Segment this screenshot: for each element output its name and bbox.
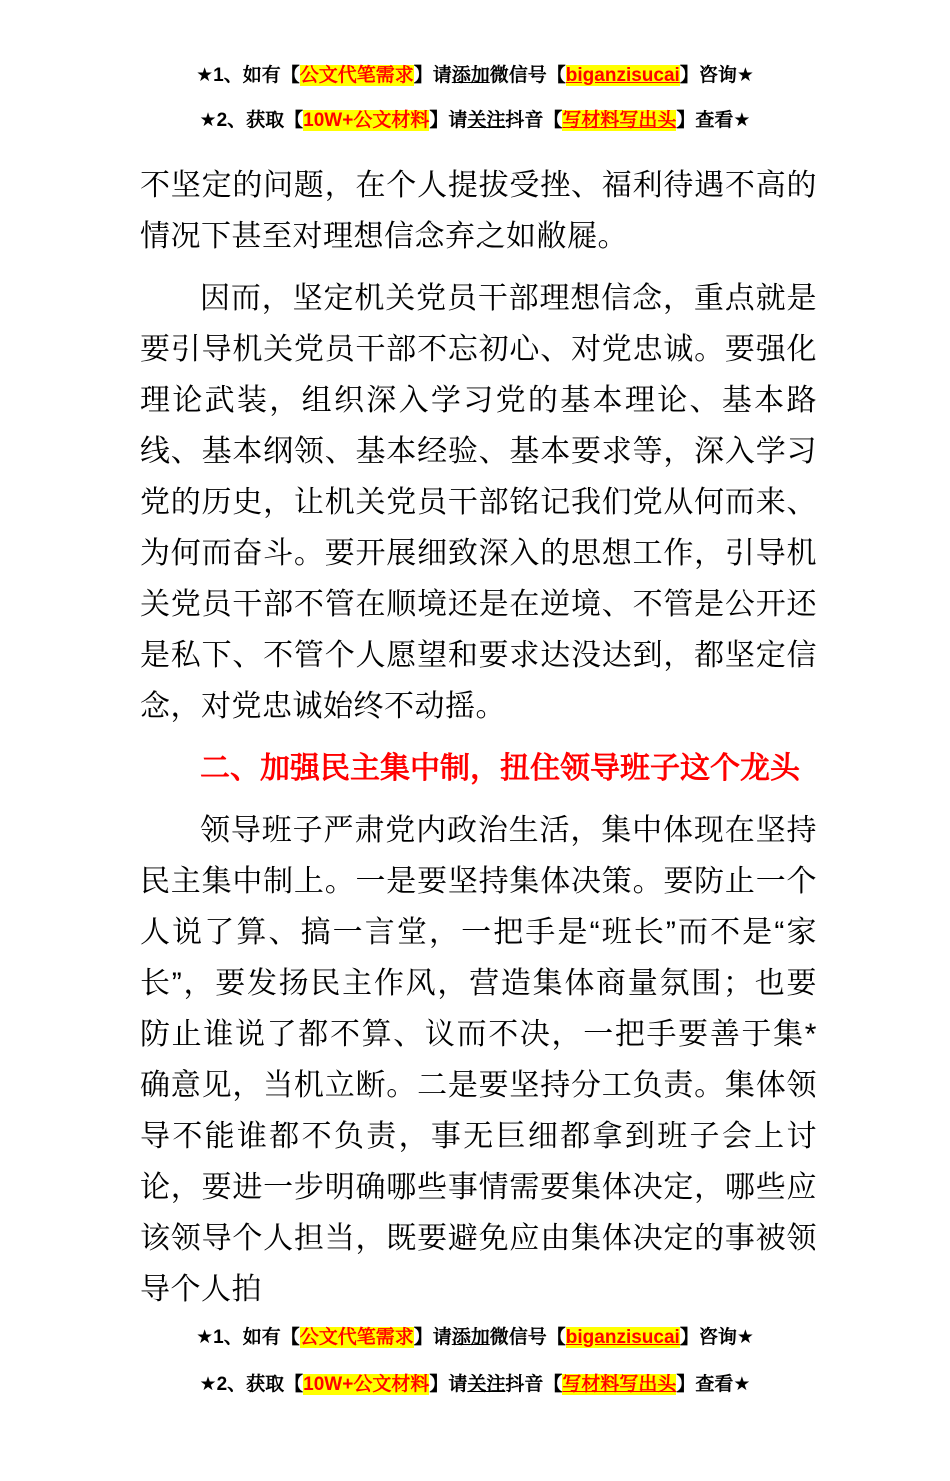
- promo-header-line-1: [0, 64, 950, 88]
- promo-footer-line-1: [0, 1326, 950, 1350]
- promo-text: 】请: [413, 65, 452, 86]
- promo-highlight-service-need: 公文代笔需求: [299, 65, 414, 86]
- promo-footer-line-2: [0, 1373, 950, 1397]
- body-paragraph-3: 领导班子严肃党内政治生活，集中体现在坚持民主集中制上。一是要坚持集体决策。要防止一个人说了算、搞一言堂，一把手是“班长”而不是“家长”，要发扬民主作风，营造集体商量氛围；也要防止谁说了都不算、议而不决，一把手要善于集*确意见，当机立断。二是要坚持分工负责。集体领导不能谁都不负责，事无巨细都拿到班子会上讨论，要进一步明确哪些事情需要集体决定，哪些应该领导个人担当，既要避免应由集体决定的事被领导个人拍: [140, 814, 817, 1306]
- promo-text: 】查看★: [676, 1374, 751, 1395]
- promo-text: 】查看★: [676, 110, 751, 131]
- promo-underline-add: 添加: [451, 1327, 490, 1348]
- document-body: [0, 133, 950, 1326]
- promo-text: 】咨询★: [679, 1327, 754, 1348]
- promo-underline-follow: 关注: [467, 1374, 506, 1395]
- promo-text: 】请: [429, 110, 468, 131]
- promo-text: 抖音【: [505, 110, 563, 131]
- body-paragraph-2: 因而，坚定机关党员干部理想信念，重点就是要引导机关党员干部不忘初心、对党忠诚。要强化理论武装，组织深入学习党的基本理论、基本路线、基本纲领、基本经验、基本要求等，深入学习党的历史，让机关党员干部铭记我们党从何而来、为何而奋斗。要开展细致深入的思想工作，引导机关党员干部不管在顺境还是在逆境、不管是公开还是私下、不管个人愿望和要求达没达到，都坚定信念，对党忠诚始终不动摇。: [140, 282, 817, 723]
- promo-highlight-materials: 10W+公文材料: [303, 1374, 430, 1395]
- promo-wechat-id-highlight: biganzisucai: [565, 1327, 680, 1348]
- promo-text: ★1、如有【: [196, 65, 300, 86]
- promo-text: ★2、获取【: [199, 110, 304, 131]
- promo-text: ★1、如有【: [196, 1327, 300, 1348]
- promo-underline-follow: 关注: [467, 110, 506, 131]
- promo-text: 抖音【: [505, 1374, 563, 1395]
- promo-highlight-service-need: 公文代笔需求: [299, 1327, 414, 1348]
- body-paragraph-1: 不坚定的问题，在个人提拔受挫、福利待遇不高的情况下甚至对理想信念弃之如敝屣。: [140, 169, 817, 253]
- promo-wechat-id-highlight: biganzisucai: [565, 65, 680, 86]
- promo-douyin-name-highlight: 写材料写出头: [562, 110, 677, 131]
- promo-text: 】请: [429, 1374, 468, 1395]
- promo-text: ★2、获取【: [199, 1374, 304, 1395]
- promo-text: 微信号【: [489, 65, 566, 86]
- promo-text: 】请: [413, 1327, 452, 1348]
- section-heading-2: 二、加强民主集中制，扭住领导班子这个龙头: [200, 752, 800, 785]
- promo-highlight-materials: 10W+公文材料: [303, 110, 430, 131]
- promo-underline-add: 添加: [451, 65, 490, 86]
- promo-douyin-name-highlight: 写材料写出头: [562, 1374, 677, 1395]
- promo-header: [0, 0, 950, 133]
- promo-text: 微信号【: [489, 1327, 566, 1348]
- promo-header-line-2: [0, 109, 950, 133]
- promo-footer: [0, 1326, 950, 1481]
- promo-text: 】咨询★: [679, 65, 754, 86]
